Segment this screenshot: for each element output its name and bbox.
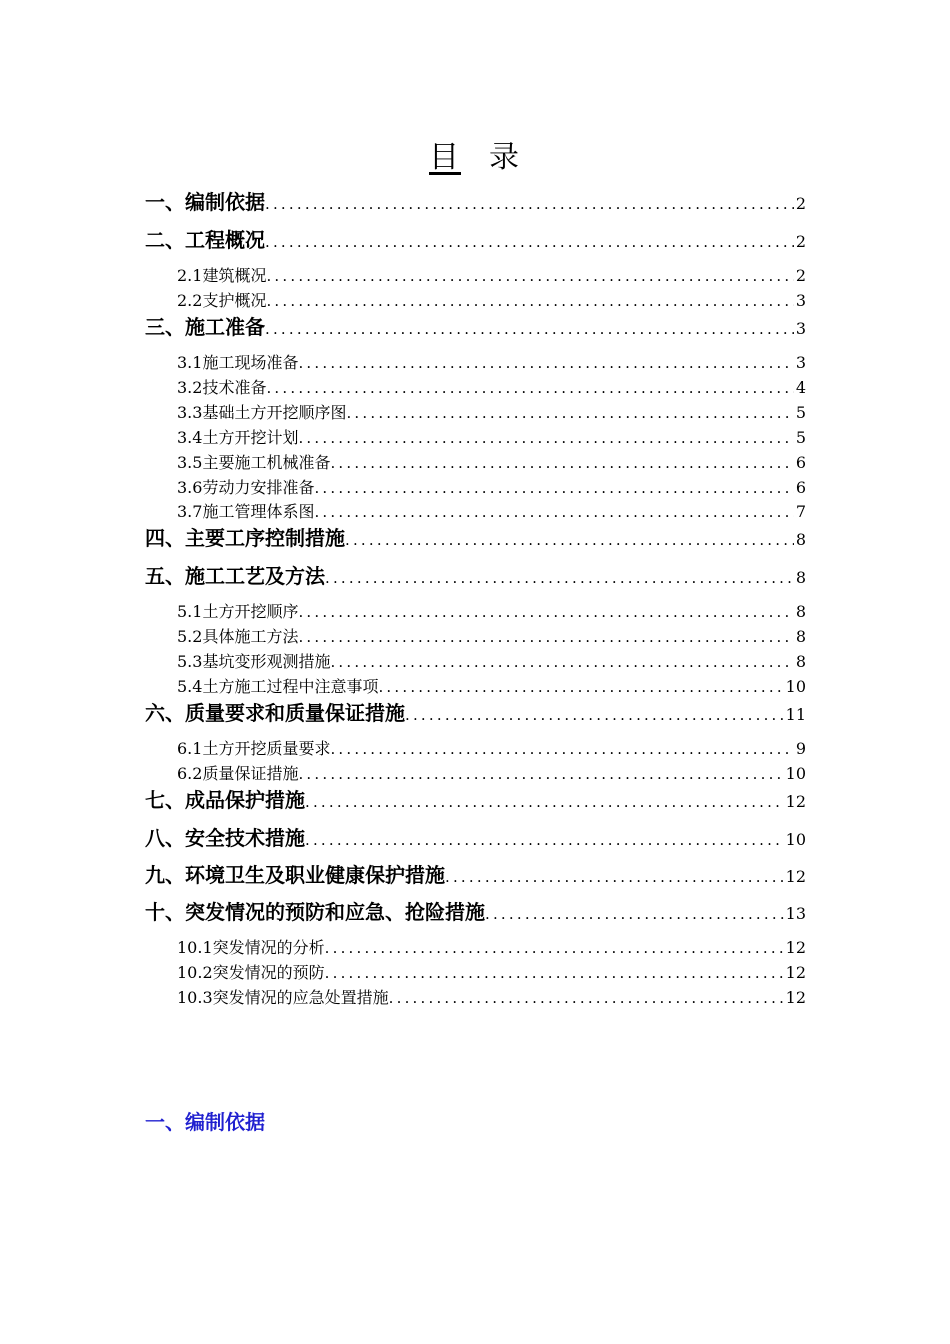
toc-entry[interactable] xyxy=(145,896,806,925)
toc-entry[interactable] xyxy=(177,475,806,498)
toc-entry-label: 3.3基础土方开挖顺序图 xyxy=(177,403,347,422)
toc-entry[interactable] xyxy=(145,859,806,888)
toc-entry-page: 8 xyxy=(795,568,806,587)
toc-leader-dots xyxy=(314,479,793,497)
toc-entry-page: 3 xyxy=(795,319,806,338)
toc-leader-dots xyxy=(346,404,793,422)
toc-entry[interactable] xyxy=(177,649,806,672)
toc-entry-page: 10 xyxy=(785,764,806,783)
toc-entry-page: 2 xyxy=(795,232,806,251)
toc-entry-label: 5.3基坑变形观测措施 xyxy=(177,652,331,671)
toc-entry-label: 3.1施工现场准备 xyxy=(177,353,299,372)
toc-entry-label: 五、施工工艺及方法 xyxy=(145,564,325,588)
toc-entry[interactable] xyxy=(145,560,806,589)
toc-entry[interactable] xyxy=(177,674,806,697)
toc-entry-page: 4 xyxy=(795,378,806,397)
toc-entry-page: 11 xyxy=(785,705,806,724)
toc-entry[interactable] xyxy=(145,784,806,813)
toc-leader-dots xyxy=(266,379,793,397)
toc-title-part1: 目 xyxy=(429,140,461,175)
toc-entry[interactable] xyxy=(145,186,806,215)
toc-entry[interactable] xyxy=(177,985,806,1008)
toc-leader-dots xyxy=(298,354,793,372)
toc-entry[interactable] xyxy=(177,599,806,622)
toc-leader-dots xyxy=(298,765,783,783)
toc-leader-dots xyxy=(265,320,794,338)
toc-leader-dots xyxy=(266,292,793,310)
toc-entry[interactable] xyxy=(177,499,806,522)
toc-entry-page: 7 xyxy=(795,502,806,521)
toc-entry-label: 10.2突发情况的预防 xyxy=(177,963,325,982)
toc-entry-label: 一、编制依据 xyxy=(145,190,265,214)
toc-entry[interactable] xyxy=(177,288,806,311)
toc-entry-page: 5 xyxy=(795,403,806,422)
toc-leader-dots xyxy=(298,628,793,646)
toc-leader-dots xyxy=(485,905,784,923)
toc-leader-dots xyxy=(266,267,793,285)
toc-entry-page: 8 xyxy=(795,627,806,646)
toc-entry-label: 6.2质量保证措施 xyxy=(177,764,299,783)
toc-leader-dots xyxy=(330,740,793,758)
section-heading: 一、编制依据 xyxy=(145,1110,265,1134)
toc-entry[interactable] xyxy=(145,822,806,851)
toc-leader-dots xyxy=(325,939,784,957)
toc-entry-label: 3.4土方开挖计划 xyxy=(177,428,299,447)
toc-entry-page: 6 xyxy=(795,453,806,472)
toc-leader-dots xyxy=(378,678,783,696)
toc-entry[interactable] xyxy=(177,935,806,958)
toc-entry-label: 九、环境卫生及职业健康保护措施 xyxy=(145,863,445,887)
toc-entry[interactable] xyxy=(177,736,806,759)
toc-leader-dots xyxy=(298,603,793,621)
toc-entry-page: 12 xyxy=(785,938,806,957)
toc-entry-label: 四、主要工序控制措施 xyxy=(145,526,345,550)
toc-entry-page: 12 xyxy=(785,963,806,982)
toc-entry-label: 5.2具体施工方法 xyxy=(177,627,299,646)
toc-entry-label: 2.1建筑概况 xyxy=(177,266,267,285)
toc-entry-label: 3.5主要施工机械准备 xyxy=(177,453,331,472)
toc-entry-page: 2 xyxy=(795,266,806,285)
toc-entry-label: 3.7施工管理体系图 xyxy=(177,502,315,521)
toc-entry-label: 5.1土方开挖顺序 xyxy=(177,602,299,621)
toc-entry-page: 9 xyxy=(795,739,806,758)
toc-leader-dots xyxy=(265,233,794,251)
toc-entry-label: 十、突发情况的预防和应急、抢险措施 xyxy=(145,900,485,924)
toc-entry-page: 2 xyxy=(795,194,806,213)
toc-entry[interactable] xyxy=(177,400,806,423)
toc-leader-dots xyxy=(445,868,784,886)
toc-leader-dots xyxy=(325,569,794,587)
toc-entry-page: 13 xyxy=(785,904,806,923)
toc-entry[interactable] xyxy=(177,263,806,286)
toc-entry-label: 6.1土方开挖质量要求 xyxy=(177,739,331,758)
toc-entry-page: 8 xyxy=(795,530,806,549)
toc-entry-label: 六、质量要求和质量保证措施 xyxy=(145,701,405,725)
toc-entry-page: 8 xyxy=(795,602,806,621)
toc-leader-dots xyxy=(314,503,793,521)
toc-entry[interactable] xyxy=(145,224,806,253)
toc-entry[interactable] xyxy=(145,311,806,340)
toc-leader-dots xyxy=(305,793,784,811)
toc-leader-dots xyxy=(330,454,793,472)
toc-leader-dots xyxy=(298,429,793,447)
toc-entry[interactable] xyxy=(177,624,806,647)
toc-entry-label: 八、安全技术措施 xyxy=(145,826,305,850)
toc-leader-dots xyxy=(330,653,793,671)
toc-entry-page: 12 xyxy=(785,867,806,886)
toc-entry-page: 10 xyxy=(785,677,806,696)
toc-entry-page: 6 xyxy=(795,478,806,497)
toc-entry[interactable] xyxy=(145,697,806,726)
toc-leader-dots xyxy=(305,831,784,849)
toc-entry[interactable] xyxy=(177,450,806,473)
toc-entry-page: 12 xyxy=(785,988,806,1007)
toc-entry-label: 七、成品保护措施 xyxy=(145,788,305,812)
toc-entry[interactable] xyxy=(145,522,806,551)
toc-entry[interactable] xyxy=(177,960,806,983)
toc-title xyxy=(0,132,950,176)
toc-entry-page: 5 xyxy=(795,428,806,447)
toc-entry-label: 二、工程概况 xyxy=(145,228,265,252)
toc-leader-dots xyxy=(325,964,784,982)
toc-entry-label: 5.4土方施工过程中注意事项 xyxy=(177,677,379,696)
toc-leader-dots xyxy=(265,195,794,213)
toc-entry-label: 3.6劳动力安排准备 xyxy=(177,478,315,497)
toc-leader-dots xyxy=(405,706,784,724)
toc-entry[interactable] xyxy=(177,350,806,373)
toc-entry-label: 2.2支护概况 xyxy=(177,291,267,310)
toc-leader-dots xyxy=(389,989,784,1007)
toc-title-part2: 录 xyxy=(489,140,521,175)
toc-entry[interactable] xyxy=(177,375,806,398)
toc-entry[interactable] xyxy=(177,761,806,784)
toc-entry-label: 3.2技术准备 xyxy=(177,378,267,397)
toc-entry-label: 10.3突发情况的应急处置措施 xyxy=(177,988,389,1007)
toc-leader-dots xyxy=(345,531,794,549)
toc-entry-page: 3 xyxy=(795,291,806,310)
toc-entry-page: 8 xyxy=(795,652,806,671)
toc-entry-label: 10.1突发情况的分析 xyxy=(177,938,325,957)
toc-entry-page: 3 xyxy=(795,353,806,372)
toc-entry-label: 三、施工准备 xyxy=(145,315,265,339)
toc-entry[interactable] xyxy=(177,425,806,448)
toc-entry-page: 12 xyxy=(785,792,806,811)
toc-entry-page: 10 xyxy=(785,830,806,849)
